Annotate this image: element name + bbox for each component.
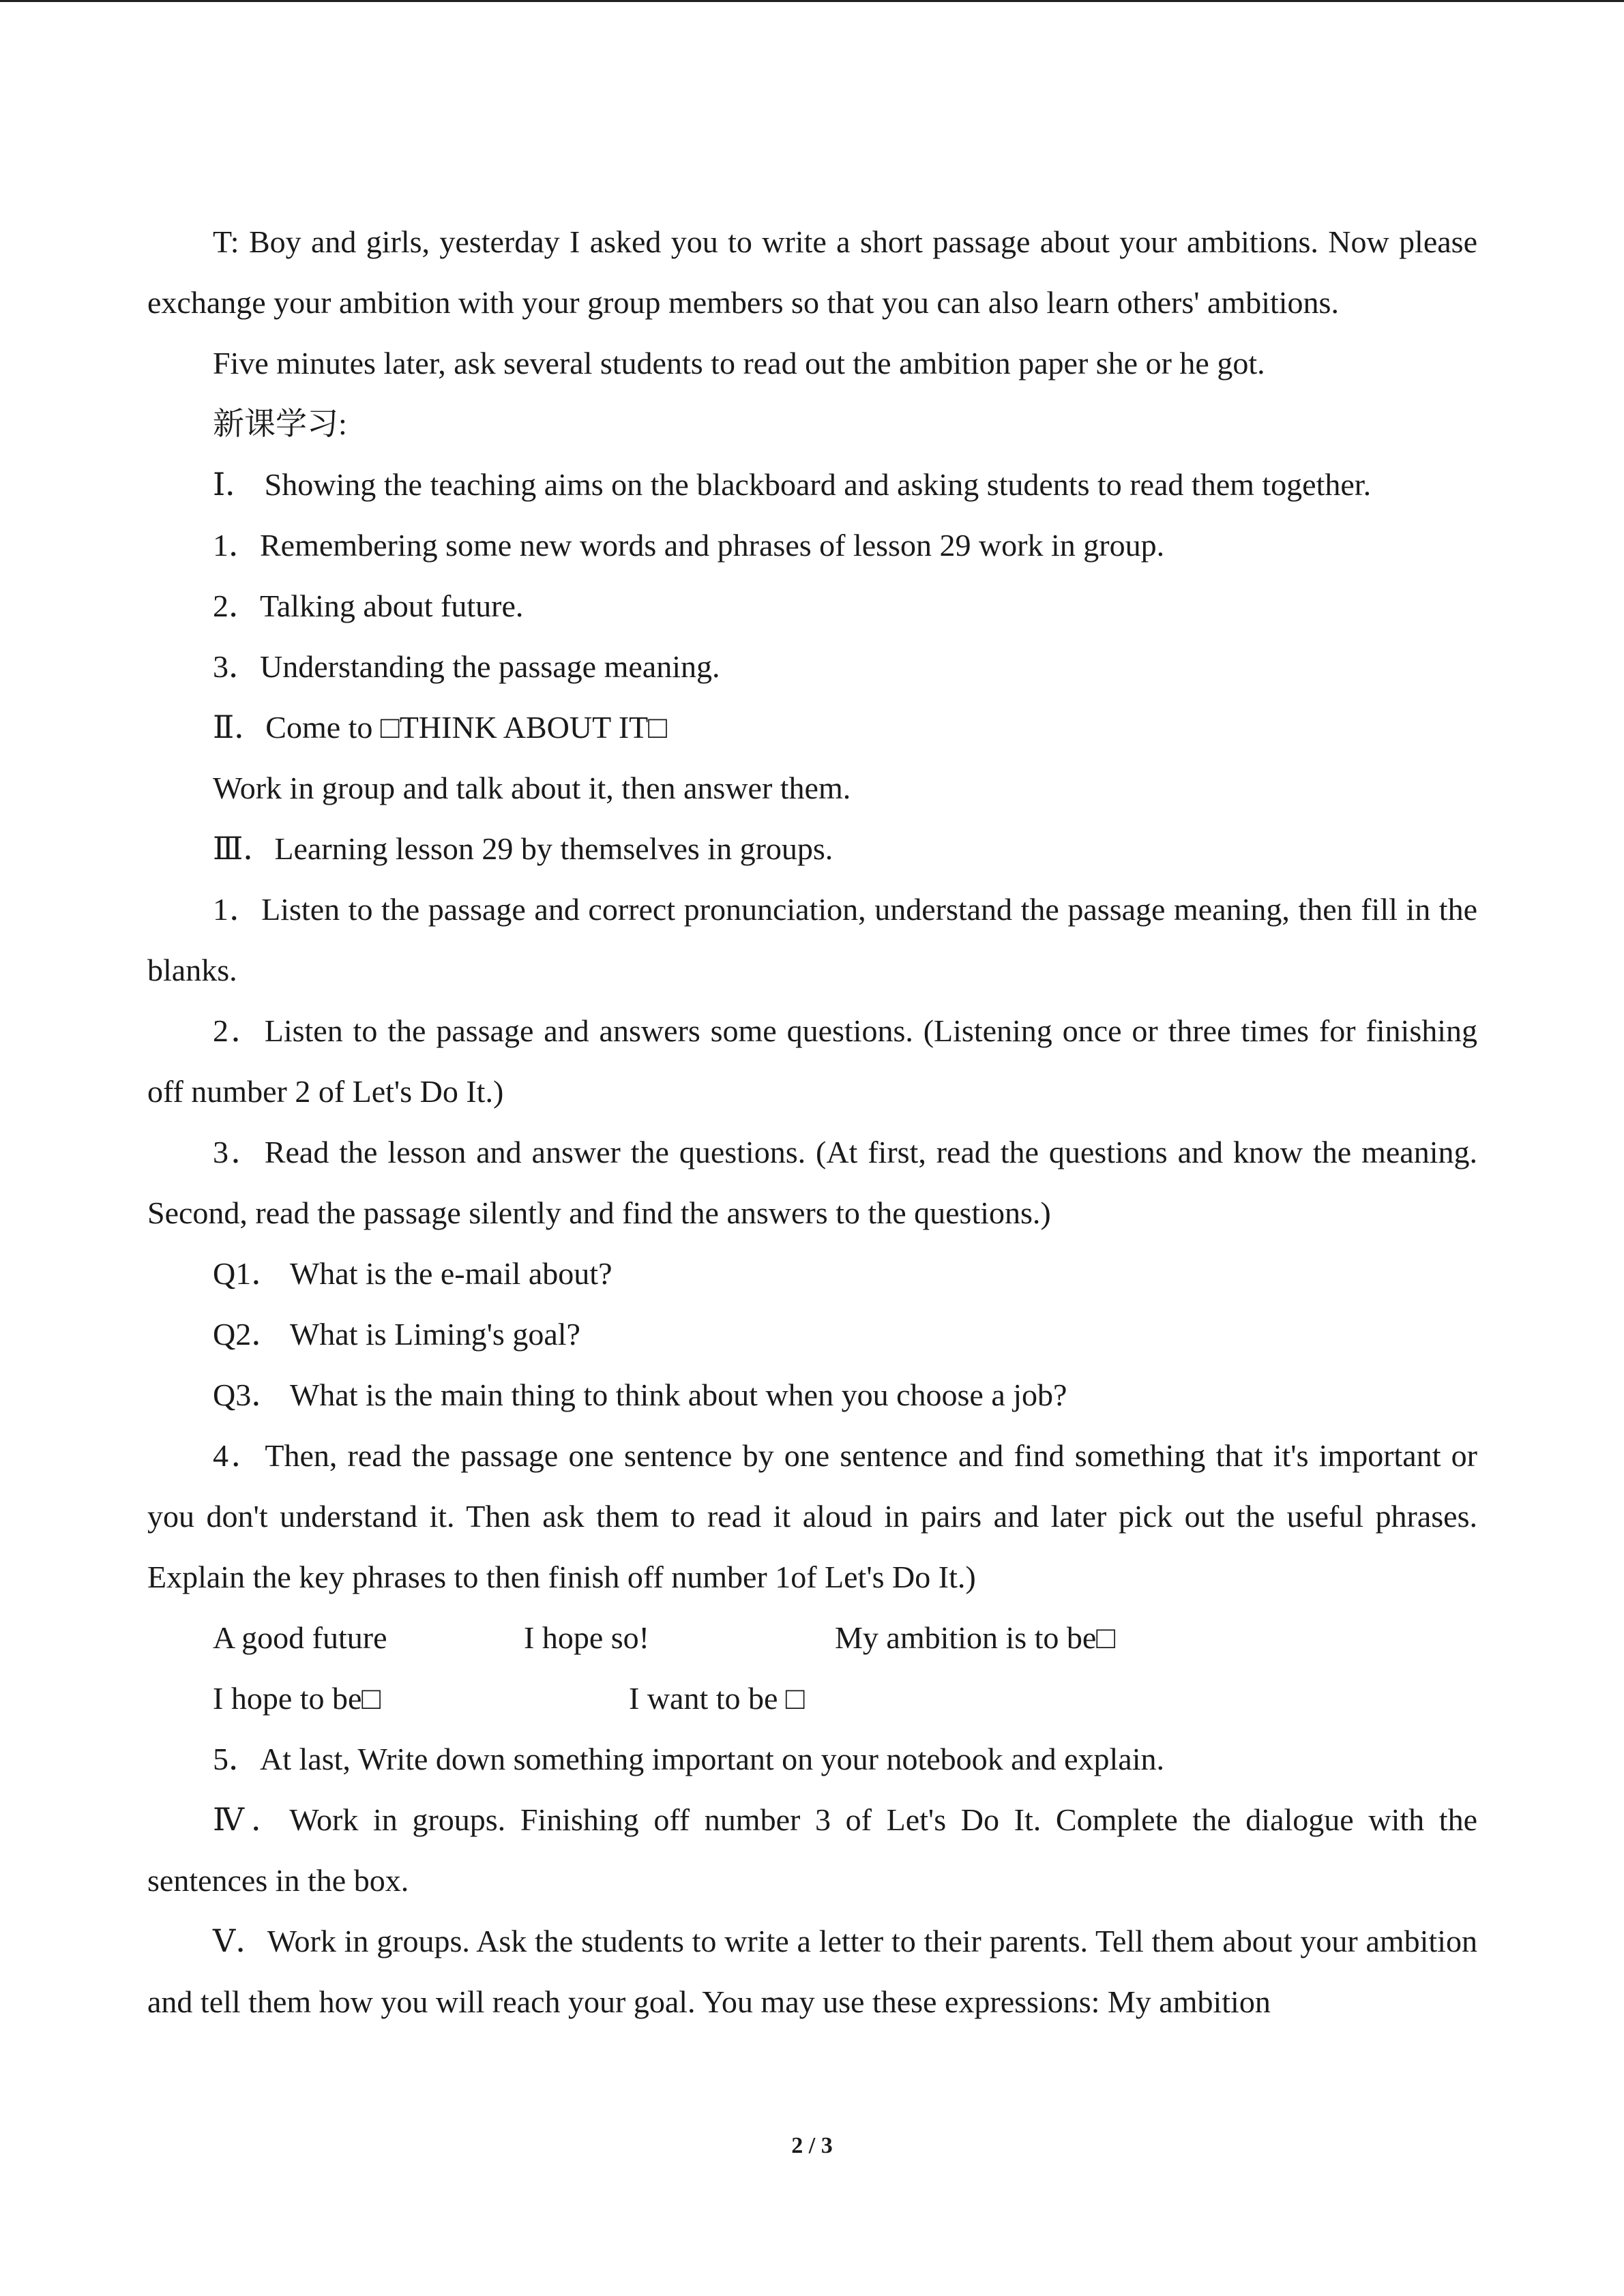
question-2: Q2． What is Liming's goal? [213,1317,580,1352]
document-body [147,211,1477,2032]
phrase-i-hope-so: I hope so! [524,1620,649,1655]
paragraph-five-minutes: Five minutes later, ask several students to read out the ambition paper she or he got. [213,346,1265,381]
question-3: Q3． What is the main thing to think about when you choose a job? [213,1377,1067,1412]
question-1: Q1． What is the e-mail about? [213,1256,612,1291]
step-5-letter: Ⅴ．Work in groups. Ask the students to write a letter to their parents. Tell them about your ambition and tell them how you will reach your goal. You may use these expressions: My ambition [147,1924,1477,2019]
step-3-item-4: 4．Then, read the passage one sentence by one sentence and find something that it's important or you don't understand it. Then ask them to read it aloud in pairs and later pick out the useful phrases. Explain the key phrases to then finish off number 1of Let's Do It.) [147,1438,1477,1594]
step-2-instruction: Work in group and talk about it, then answer them. [213,771,851,805]
phrase-a-good-future: A good future [213,1620,387,1655]
step-4-dialogue: Ⅳ．Work in groups. Finishing off number 3 of Let's Do It. Complete the dialogue with the sentences in the box. [147,1802,1477,1898]
section-heading-new-lesson: 新课学习: [213,406,347,441]
paragraph-intro: T: Boy and girls, yesterday I asked you to write a short passage about your ambitions. Now please exchange your ambition with your group members so that you can also learn others' ambitions. [147,224,1477,320]
step-3-item-1: 1．Listen to the passage and correct pronunciation, understand the passage meaning, then fill in the blanks. [147,892,1477,987]
phrase-i-want-to-be: I want to be □ [629,1681,805,1716]
aim-item-1: 1．Remembering some new words and phrases of lesson 29 work in group. [213,528,1165,563]
step-3-group-learning: Ⅲ．Learning lesson 29 by themselves in groups. [213,831,833,866]
step-1-teaching-aims: Ⅰ． Showing the teaching aims on the blackboard and asking students to read them together. [213,467,1372,502]
page-number: 2 / 3 [791,2133,833,2158]
key-phrases-row-2 [147,1668,1477,1729]
top-border-line [0,0,1624,2]
step-3-item-5: 5．At last, Write down something important on your notebook and explain. [213,1742,1164,1776]
phrase-i-hope-to-be: I hope to be□ [213,1681,381,1716]
aim-item-2: 2．Talking about future. [213,588,524,623]
step-2-think-about-it: Ⅱ．Come to □THINK ABOUT IT□ [213,710,668,745]
step-3-item-3: 3．Read the lesson and answer the questions. (At first, read the questions and know the meaning. Second, read the passage silently and find the answers to the questions.) [147,1135,1477,1230]
key-phrases-row-1 [147,1607,1477,1668]
phrase-my-ambition: My ambition is to be□ [835,1620,1116,1655]
step-3-item-2: 2．Listen to the passage and answers some questions. (Listening once or three times for finishing off number 2 of Let's Do It.) [147,1013,1477,1109]
aim-item-3: 3．Understanding the passage meaning. [213,649,720,684]
